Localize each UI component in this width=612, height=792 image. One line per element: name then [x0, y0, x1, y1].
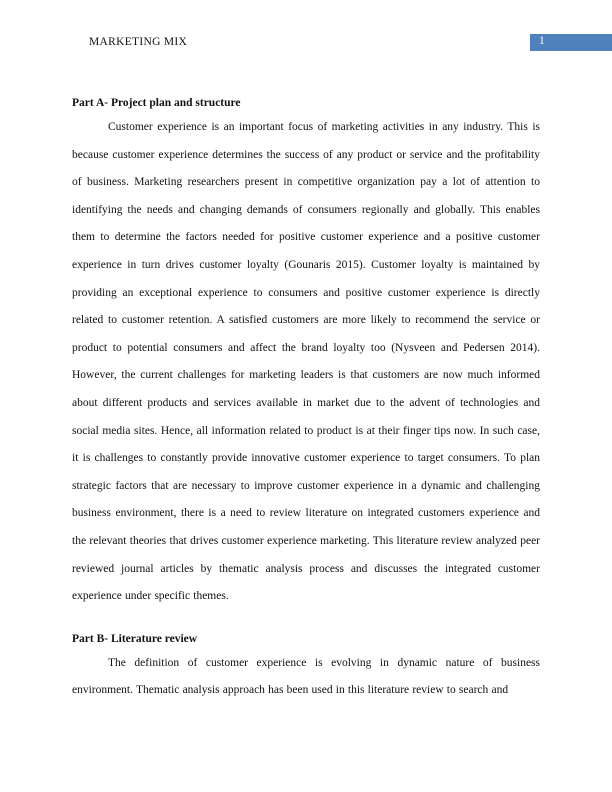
page-header [0, 34, 612, 52]
document-body [72, 95, 540, 705]
paragraph-part-a: Customer experience is an important focus of marketing activities in any industry. This is because customer experience determines the success of any product or service and the profitability of business. Marketing researchers present in competitive organization pay a lot of attention to identifying the needs and changing demands of consumers regionally and globally. This enables them to determine the factors needed for positive customer experience and a positive customer experience in turn drives customer loyalty (Gounaris 2015). Customer loyalty is maintained by providing an exceptional experience to consumers and positive customer experience is directly related to customer retention. A satisfied customers are more likely to recommend the service or product to potential consumers and affect the brand loyalty too (Nysveen and Pedersen 2014). However, the current challenges for marketing leaders is that customers are now much informed about different products and services available in market due to the advent of technologies and social media sites. Hence, all information related to product is at their finger tips now. In such case, it is challenges to constantly provide innovative customer experience to target consumers. To plan strategic factors that are necessary to improve customer experience in a dynamic and challenging business environment, there is a need to review literature on integrated customers experience and the relevant theories that drives customer experience marketing. This literature review analyzed peer reviewed journal articles by thematic analysis process and discusses the integrated customer experience under specific themes. [72, 121, 540, 603]
section-heading-part-a: Part A- Project plan and structure [72, 97, 241, 109]
section-heading-part-b: Part B- Literature review [72, 632, 198, 645]
page-number: 1 [539, 35, 545, 47]
page-number-box [530, 34, 612, 51]
section-spacer [72, 611, 540, 631]
paragraph-part-b: The definition of customer experience is evolving in dynamic nature of business environment. Thematic analysis approach has been used in this literature review to search and [72, 656, 540, 697]
running-head: MARKETING MIX [89, 36, 188, 48]
